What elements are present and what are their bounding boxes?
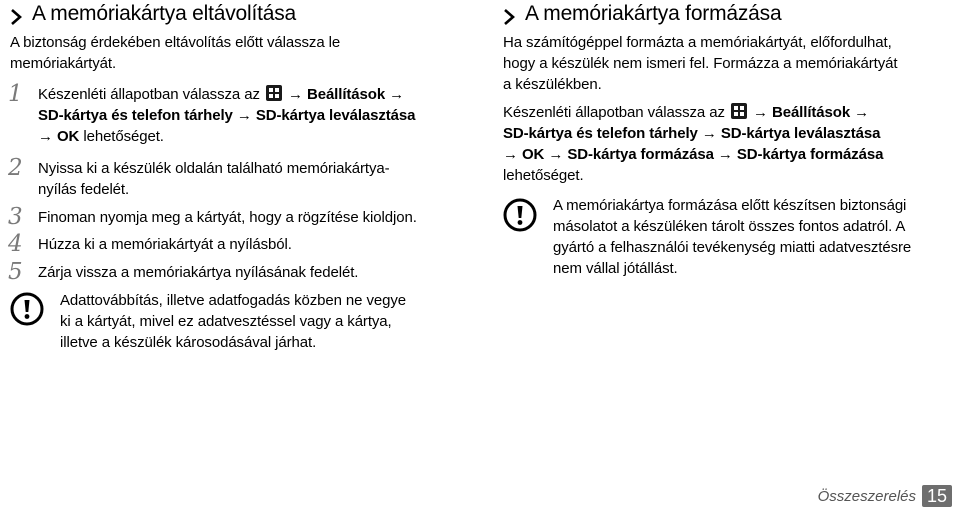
step-text: [38, 84, 415, 147]
app-grid-icon: [731, 103, 747, 119]
step-number: 1: [8, 81, 23, 107]
menu-path-item: OK: [56, 128, 80, 145]
menu-path-item: OK: [521, 146, 545, 163]
step-text: Nyissa ki a készülék oldalán található memóriakártya- nyílás fedelét.: [38, 160, 390, 198]
instruction-fragment: →: [850, 104, 870, 121]
warning-text: A memóriakártya formázása előtt készítsen biztonsági másolatot a készüléken tárolt összes fontos adatról. A gyártó a felhasználói tevékenység miatti adatvesztésre nem vállal jótállást.: [553, 197, 912, 277]
instruction-fragment: →: [385, 86, 405, 103]
chevron-right-icon: [501, 8, 521, 26]
menu-path-item: SD-kártya és telefon tárhely: [38, 107, 233, 124]
chevron-right-icon: [8, 8, 28, 26]
app-grid-icon: [266, 85, 282, 101]
instruction-text: [503, 102, 883, 186]
menu-path-item: Beállítások: [306, 86, 386, 103]
menu-path-item: SD-kártya formázása: [736, 146, 884, 163]
footer-section-label: Összeszerelés: [817, 487, 916, 505]
warning-text: Adattovábbítás, illetve adatfogadás közben ne vegye ki a kártyát, mivel ez adatvesztéssel vagy a kártya, illetve a készülék károsodásával járhat.: [60, 292, 406, 351]
instruction-fragment: →: [283, 86, 307, 103]
step-number: 2: [8, 155, 23, 181]
warning-icon: [503, 198, 537, 232]
menu-path-item: SD-kártya leválasztása: [720, 125, 881, 142]
instruction-fragment: →: [38, 128, 57, 145]
instruction-fragment: Készenléti állapotban válassza az: [503, 104, 729, 121]
menu-path-item: Beállítások: [771, 104, 851, 121]
instruction-fragment: →: [748, 104, 772, 121]
menu-path-item: SD-kártya és telefon tárhely: [503, 125, 698, 142]
instruction-fragment: →: [232, 107, 256, 124]
step-text: Finoman nyomja meg a kártyát, hogy a rögzítése kioldjon.: [38, 209, 417, 226]
menu-path-item: SD-kártya leválasztása: [255, 107, 416, 124]
step-number: 5: [8, 259, 23, 285]
step-text: Zárja vissza a memóriakártya nyílásának fedelét.: [38, 264, 359, 281]
warning-icon: [10, 292, 44, 326]
instruction-fragment: →: [503, 146, 522, 163]
instruction-fragment: →: [697, 125, 721, 142]
instruction-fragment: →: [544, 146, 568, 163]
instruction-fragment: Készenléti állapotban válassza az: [38, 86, 264, 103]
intro-paragraph: A biztonság érdekében eltávolítás előtt válassza le memóriakártyát.: [10, 34, 341, 72]
page-number: 15: [922, 485, 952, 507]
intro-paragraph: Ha számítógéppel formázta a memóriakártyát, előfordulhat, hogy a készülék nem ismeri fel. Formázza a memóriakártyát a készülékben.: [503, 34, 898, 93]
menu-path-item: SD-kártya formázása: [567, 146, 714, 163]
instruction-fragment: lehetőséget.: [79, 128, 164, 145]
step-number: 3: [8, 204, 23, 230]
step-text: Húzza ki a memóriakártyát a nyílásból.: [38, 236, 292, 253]
page-footer: [818, 485, 952, 507]
instruction-fragment: lehetőséget.: [503, 167, 584, 184]
step-number: 4: [8, 231, 23, 257]
instruction-fragment: →: [713, 146, 737, 163]
